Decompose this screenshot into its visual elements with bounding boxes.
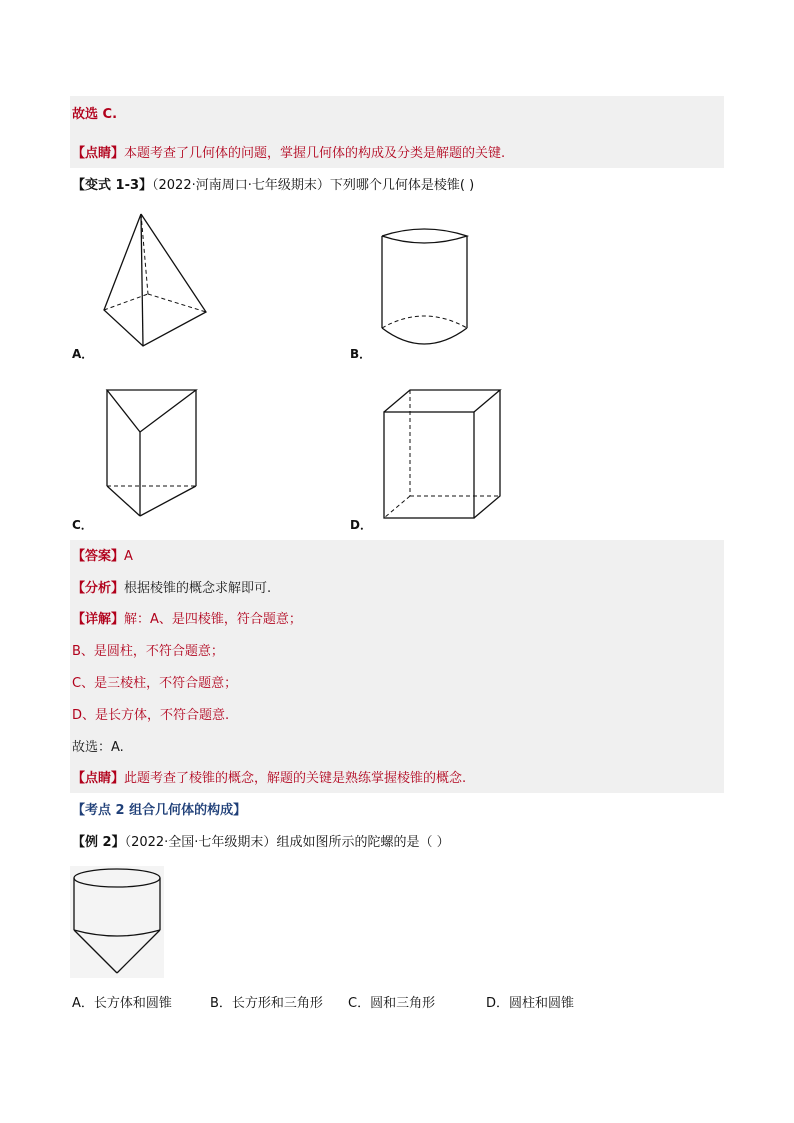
answer-line [72, 548, 133, 566]
pyramid-figure [96, 212, 226, 352]
variant-question-text: 下列哪个几何体是棱锥( ) [329, 178, 475, 193]
example-question-text: 组成如图所示的陀螺的是（ ） [276, 835, 450, 850]
variant-question [72, 177, 474, 195]
variant-tag: 【变式 1-3】 [72, 178, 153, 193]
option-c-label: C． [72, 518, 93, 532]
triangular-prism-figure [102, 386, 202, 522]
choice-d: D．圆柱和圆锥 [486, 996, 575, 1011]
option-b-label: B． [350, 347, 372, 361]
analysis-text: 根据棱锥的概念求解即可. [124, 581, 272, 596]
previous-conclusion: 故选 C. [72, 107, 118, 122]
analysis-line [72, 580, 271, 598]
detail-tag: 【详解】 [72, 612, 125, 627]
variant-source: （2022·河南周口·七年级期末） [152, 178, 330, 193]
example-tag: 【例 2】 [72, 835, 125, 850]
choice-a: A．长方体和圆锥 [72, 996, 172, 1011]
cuboid-figure [380, 386, 504, 522]
example-source: （2022·全国·七年级期末） [124, 835, 277, 850]
detail-line-2: B、是圆柱，不符合题意； [72, 644, 224, 659]
solution-block [70, 540, 724, 793]
detail-line-4: D、是长方体，不符合题意. [72, 708, 230, 723]
choice-b: B．长方形和三角形 [210, 996, 323, 1011]
cylinder-figure [378, 218, 474, 352]
analysis-tag: 【分析】 [72, 581, 125, 596]
answer-tag: 【答案】 [72, 549, 125, 564]
comment-tag: 【点睛】 [72, 146, 125, 161]
detail-line-3: C、是三棱柱，不符合题意； [72, 676, 238, 691]
answer-value: A [124, 549, 133, 564]
detail-line-1 [72, 611, 302, 629]
option-a-label: A． [72, 347, 94, 361]
comment-text: 本题考查了几何体的问题，掌握几何体的构成及分类是解题的关键. [124, 146, 506, 161]
option-d-label: D． [350, 518, 372, 532]
previous-comment [72, 145, 505, 163]
choice-c: C．圆和三角形 [348, 996, 436, 1011]
section-title: 【考点 2 组合几何体的构成】 [72, 803, 247, 818]
comment-line [72, 770, 466, 788]
detail-text-1: 解：A、是四棱锥，符合题意； [124, 612, 302, 627]
conclusion-line: 故选：A. [72, 740, 124, 755]
solution-comment-tag: 【点睛】 [72, 771, 125, 786]
solution-comment-text: 此题考查了棱锥的概念，解题的关键是熟练掌握棱锥的概念. [124, 771, 467, 786]
spinning-top-figure [70, 866, 164, 978]
example-question [72, 834, 450, 852]
